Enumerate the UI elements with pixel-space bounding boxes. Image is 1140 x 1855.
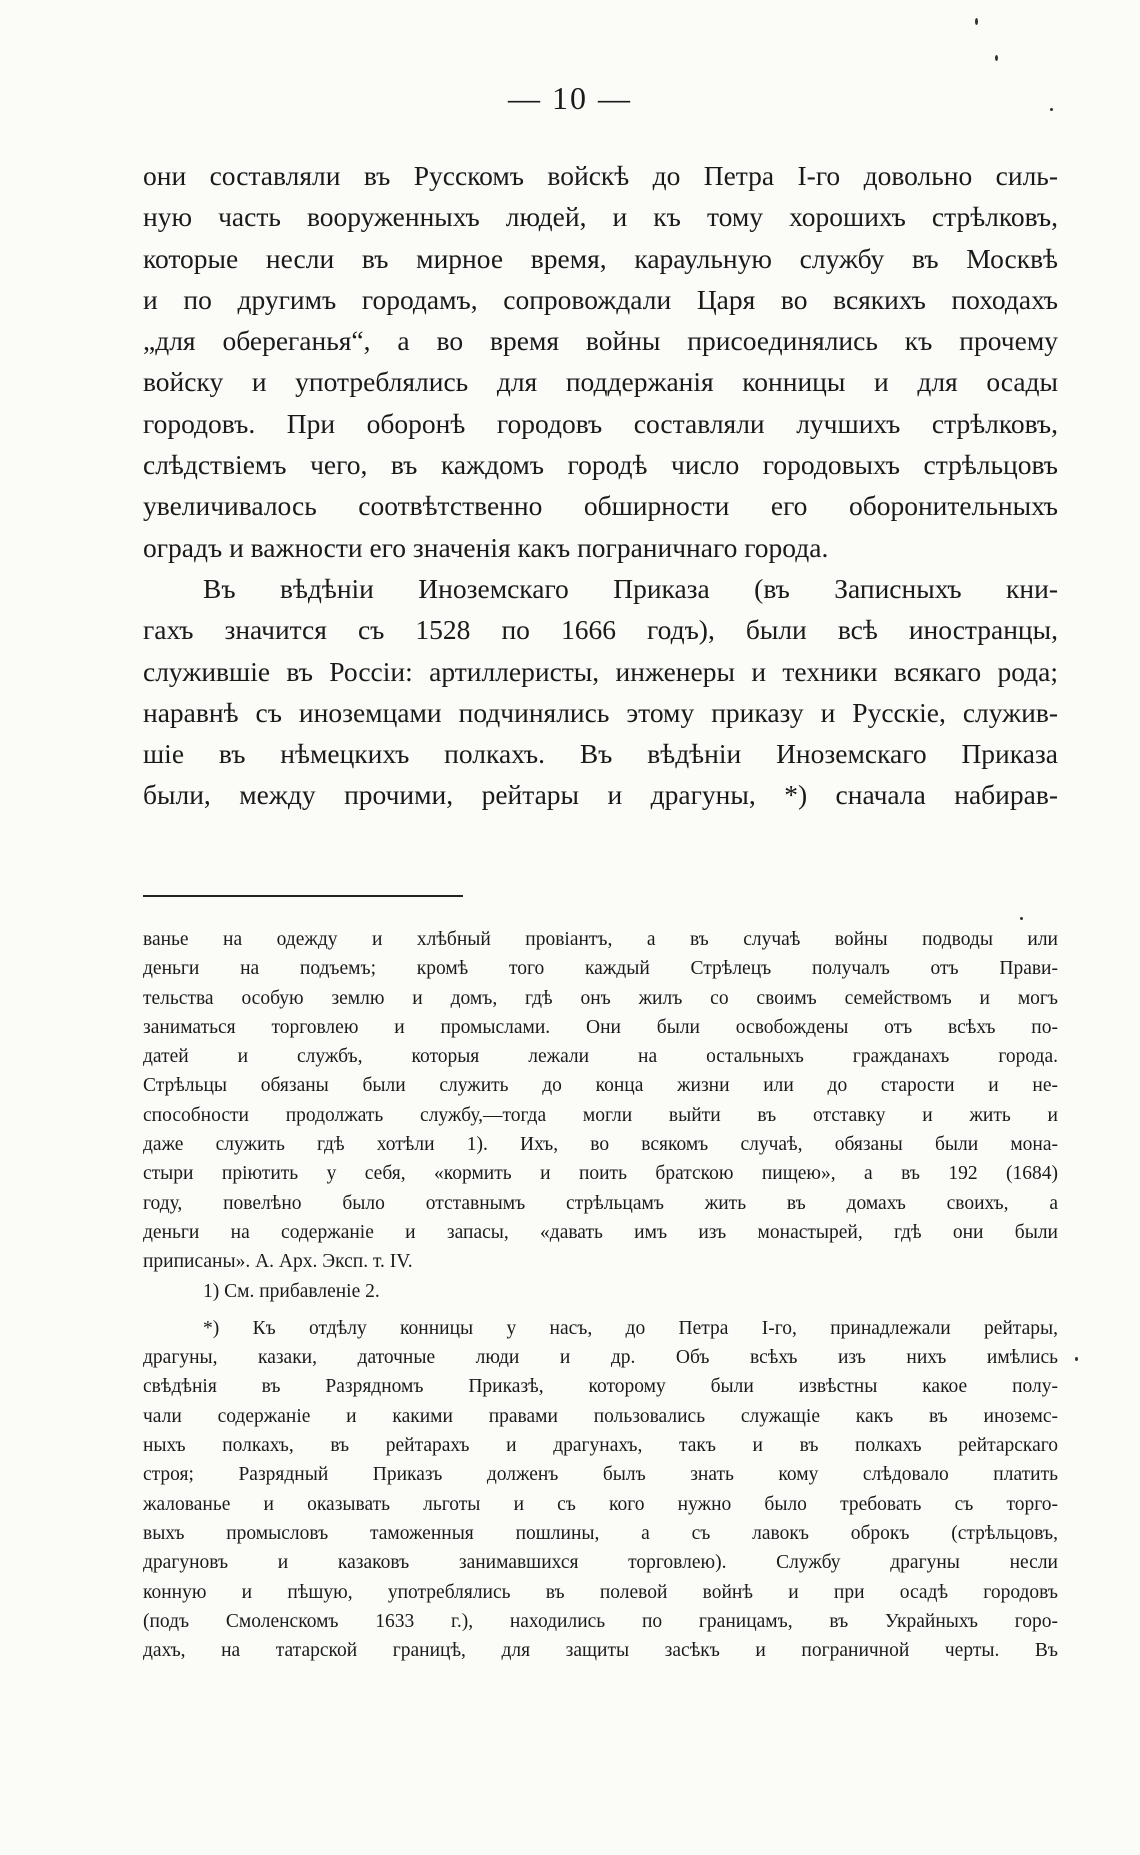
footnote-line: даже служить гдѣ хотѣли 1). Ихъ, во всякомъ случаѣ, обязаны были мона- — [143, 1134, 1058, 1156]
footnote-continued — [143, 925, 1058, 1277]
text-line: служившіе въ Россіи: артиллеристы, инженеры и техники всякаго рода; — [143, 655, 1058, 687]
text-line: войску и употреблялись для поддержанія конницы и для осады — [143, 366, 1058, 398]
text-line: увеличивалось соотвѣтственно обширности его оборонительныхъ — [143, 490, 1058, 522]
footnote-divider — [143, 895, 463, 897]
text-line: городовъ. При оборонѣ городовъ составляли лучшихъ стрѣлковъ, — [143, 407, 1058, 439]
footnote-line: ныхъ полкахъ, въ рейтарахъ и драгунахъ, такъ и въ полкахъ рейтарскаго — [143, 1435, 1058, 1457]
text-line: слѣдствіемъ чего, въ каждомъ городѣ число городовыхъ стрѣльцовъ — [143, 449, 1058, 481]
footnote-line: свѣдѣнія въ Разрядномъ Приказѣ, которому были извѣстны какое полу- — [143, 1376, 1058, 1398]
text-line: оградъ и важности его значенія какъ пограничнаго города. — [143, 531, 829, 563]
footnote-line: деньги на содержаніе и запасы, «давать имъ изъ монастырей, гдѣ они были — [143, 1221, 1058, 1243]
text-line: ную часть вооруженныхъ людей, и къ тому хорошихъ стрѣлковъ, — [143, 201, 1058, 233]
scan-speck — [975, 18, 978, 25]
footnote-gap — [143, 1306, 1058, 1314]
footnote-line: чали содержаніе и какими правами пользовались служащіе какъ въ иноземс- — [143, 1405, 1058, 1427]
footnote-line: драгуны, казаки, даточные люди и др. Объ всѣхъ изъ нихъ имѣлись — [143, 1347, 1058, 1369]
footnote-line: ванье на одежду и хлѣбный провіантъ, а въ случаѣ войны подводы или — [143, 929, 1058, 950]
text-line: „для обереганья“, а во время войны присоединялись къ прочему — [143, 325, 1058, 357]
footnote-line: (подъ Смоленскомъ 1633 г.), находились по границамъ, въ Украйныхъ горо- — [143, 1610, 1058, 1632]
text-line: наравнѣ съ иноземцами подчинялись этому приказу и Русскіе, служив- — [143, 696, 1058, 728]
footnote-line: приписаны». А. Арх. Эксп. т. IV. — [143, 1251, 413, 1273]
footnote-line: жалованье и оказывать льготы и съ кого нужно было требовать съ торго- — [143, 1493, 1058, 1515]
footnote-line: строя; Разрядный Приказъ долженъ былъ знать кому слѣдовало платить — [143, 1464, 1058, 1486]
footnote-reference: 1) См. прибавленіе 2. — [203, 1280, 380, 1302]
paragraph-start-line: Въ вѣдѣніи Иноземскаго Приказа (въ Записныхъ кни- — [203, 572, 1058, 604]
main-text — [143, 155, 1058, 816]
scan-speck — [995, 55, 998, 61]
footnote-star — [143, 1314, 1058, 1666]
footnote-line: датей и службъ, которыя лежали на остальныхъ гражданахъ города. — [143, 1046, 1058, 1068]
scan-speck — [1075, 1357, 1078, 1361]
footnote-line: *) Къ отдѣлу конницы у насъ, до Петра I-го, принадлежали рейтары, — [203, 1317, 1058, 1339]
footnote-line: драгуновъ и казаковъ занимавшихся торговлею). Службу драгуны несли — [143, 1552, 1058, 1574]
footnote-line: конную и пѣшую, употреблялись въ полевой войнѣ и при осадѣ городовъ — [143, 1581, 1058, 1603]
footnote-line: Стрѣльцы обязаны были служить до конца жизни или до старости и не- — [143, 1075, 1058, 1097]
text-line: которые несли въ мирное время, караульную службу въ Москвѣ — [143, 242, 1058, 274]
footnote-line: тельства особую землю и домъ, гдѣ онъ жилъ со своимъ семействомъ и могъ — [143, 987, 1058, 1009]
footnote-line: выхъ промысловъ таможенныя пошлины, а съ лавокъ оброкъ (стрѣльцовъ, — [143, 1522, 1058, 1544]
footnote-line: заниматься торговлею и промыслами. Они были освобождены отъ всѣхъ по- — [143, 1016, 1058, 1038]
page-number: — 10 — — [508, 80, 632, 116]
text-line: и по другимъ городамъ, сопровождали Царя во всякихъ походахъ — [143, 283, 1058, 315]
footnote-line: году, повелѣно было отставнымъ стрѣльцамъ жить въ домахъ своихъ, а — [143, 1192, 1058, 1214]
footnote-line: дахъ, на татарской границѣ, для защиты засѣкъ и пограничной черты. Въ — [143, 1640, 1058, 1662]
text-line: были, между прочими, рейтары и драгуны, *) сначала набирав- — [143, 779, 1058, 811]
text-line: гахъ значится съ 1528 по 1666 годъ), были всѣ иностранцы, — [143, 614, 1058, 646]
footnote-line: деньги на подъемъ; кромѣ того каждый Стрѣлецъ получалъ отъ Прави- — [143, 958, 1058, 980]
text-line: шіе въ нѣмецкихъ полкахъ. Въ вѣдѣніи Иноземскаго Приказа — [143, 738, 1058, 770]
scan-speck — [1020, 917, 1023, 920]
footnote-line: способности продолжать службу,—тогда могли выйти въ отставку и жить и — [143, 1104, 1058, 1126]
text-line: они составляли въ Русскомъ войскѣ до Петра I-го довольно силь- — [143, 160, 1058, 191]
scan-speck — [1050, 108, 1053, 111]
footnote-line: стыри пріютить у себя, «кормить и поить братскою пищею», а въ 192 (1684) — [143, 1163, 1058, 1185]
footnotes — [143, 925, 1058, 1665]
